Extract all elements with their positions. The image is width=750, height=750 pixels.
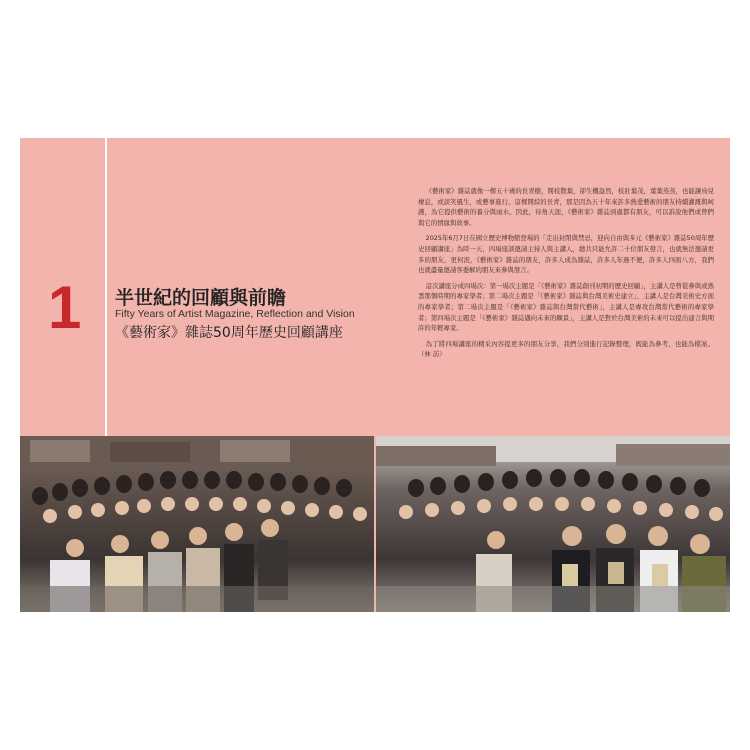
chapter-number: 1 bbox=[48, 274, 82, 341]
crowd-illustration-left bbox=[20, 436, 374, 612]
chapter-title-english: Fifty Years of Artist Magazine, Reflection and Vision bbox=[115, 308, 355, 320]
magazine-spread bbox=[20, 138, 730, 612]
title-divider-line bbox=[105, 138, 107, 438]
chapter-title: 半世紀的回顧與前瞻 bbox=[115, 287, 287, 309]
crowd-illustration-right bbox=[376, 436, 730, 612]
group-photo-left bbox=[20, 436, 374, 612]
group-photo-right bbox=[376, 436, 730, 612]
article-body bbox=[418, 186, 714, 365]
chapter-subtitle: 《藝術家》雜誌50周年歷史回顧講座 bbox=[115, 325, 343, 341]
body-paragraph: 《藝術家》雜誌就像一棵五十歲的長青樹，開枝散葉，卻生機盎然，枝壯葉茂，葉葉蒸蒸，也能讓鳥兒棲息，或談笑風生，或藝事進行。這棵開綻的長青，那是因為五十年來許多熱愛藝術的朋友持續灌溉與呵護，為它提供藝術的養分與雨水。因此，待角天涯，《藝術家》雜誌到處都有朋友，可以訴說他們或曾們與它的情緣與故事。 bbox=[418, 187, 714, 227]
body-paragraph: 這次講座分成四場次：第一場次主題是「《藝術家》雜誌創刊初期的歷史回顧」，主講人是曾從參與或熟悉那個時期的專家學者；第二場次主題是「《藝術家》雜誌與台灣美術史建立」，主講人是台灣美術史方面的專家學者；第二場次主題是「《藝術家》雜誌與台灣當代藝術」，主講人是專攻台灣當代藝術的專家學者；第四場次主題是「《藝術家》雜誌邁向未來的願景」，主講人是對於台灣美術的未來可以提出建言與期許的年輕專家。 bbox=[418, 281, 714, 333]
body-paragraph: 2025年6月7日在國立歷史博物館登場的「走出封閉與禁忌，迎向自由與多元《藝術家》雜誌50周年歷史回顧講座」為時一天，四場座談邀請主持人與主講人，總共只能允許二十位朋友發言，也就無法邀請更多的朋友，更何況，《藝術家》雜誌的朋友，許多人成為雜誌，許多人年過不便，許多人四面八方，我們也就盡量邀請客委解的朋友來參與發言。 bbox=[418, 234, 714, 275]
body-paragraph: 為了將四場講座的精采內容提更多的朋友分享，我們分別進行記錄整理，既能為參考，也能為檔案。（林 訪） bbox=[418, 339, 714, 359]
